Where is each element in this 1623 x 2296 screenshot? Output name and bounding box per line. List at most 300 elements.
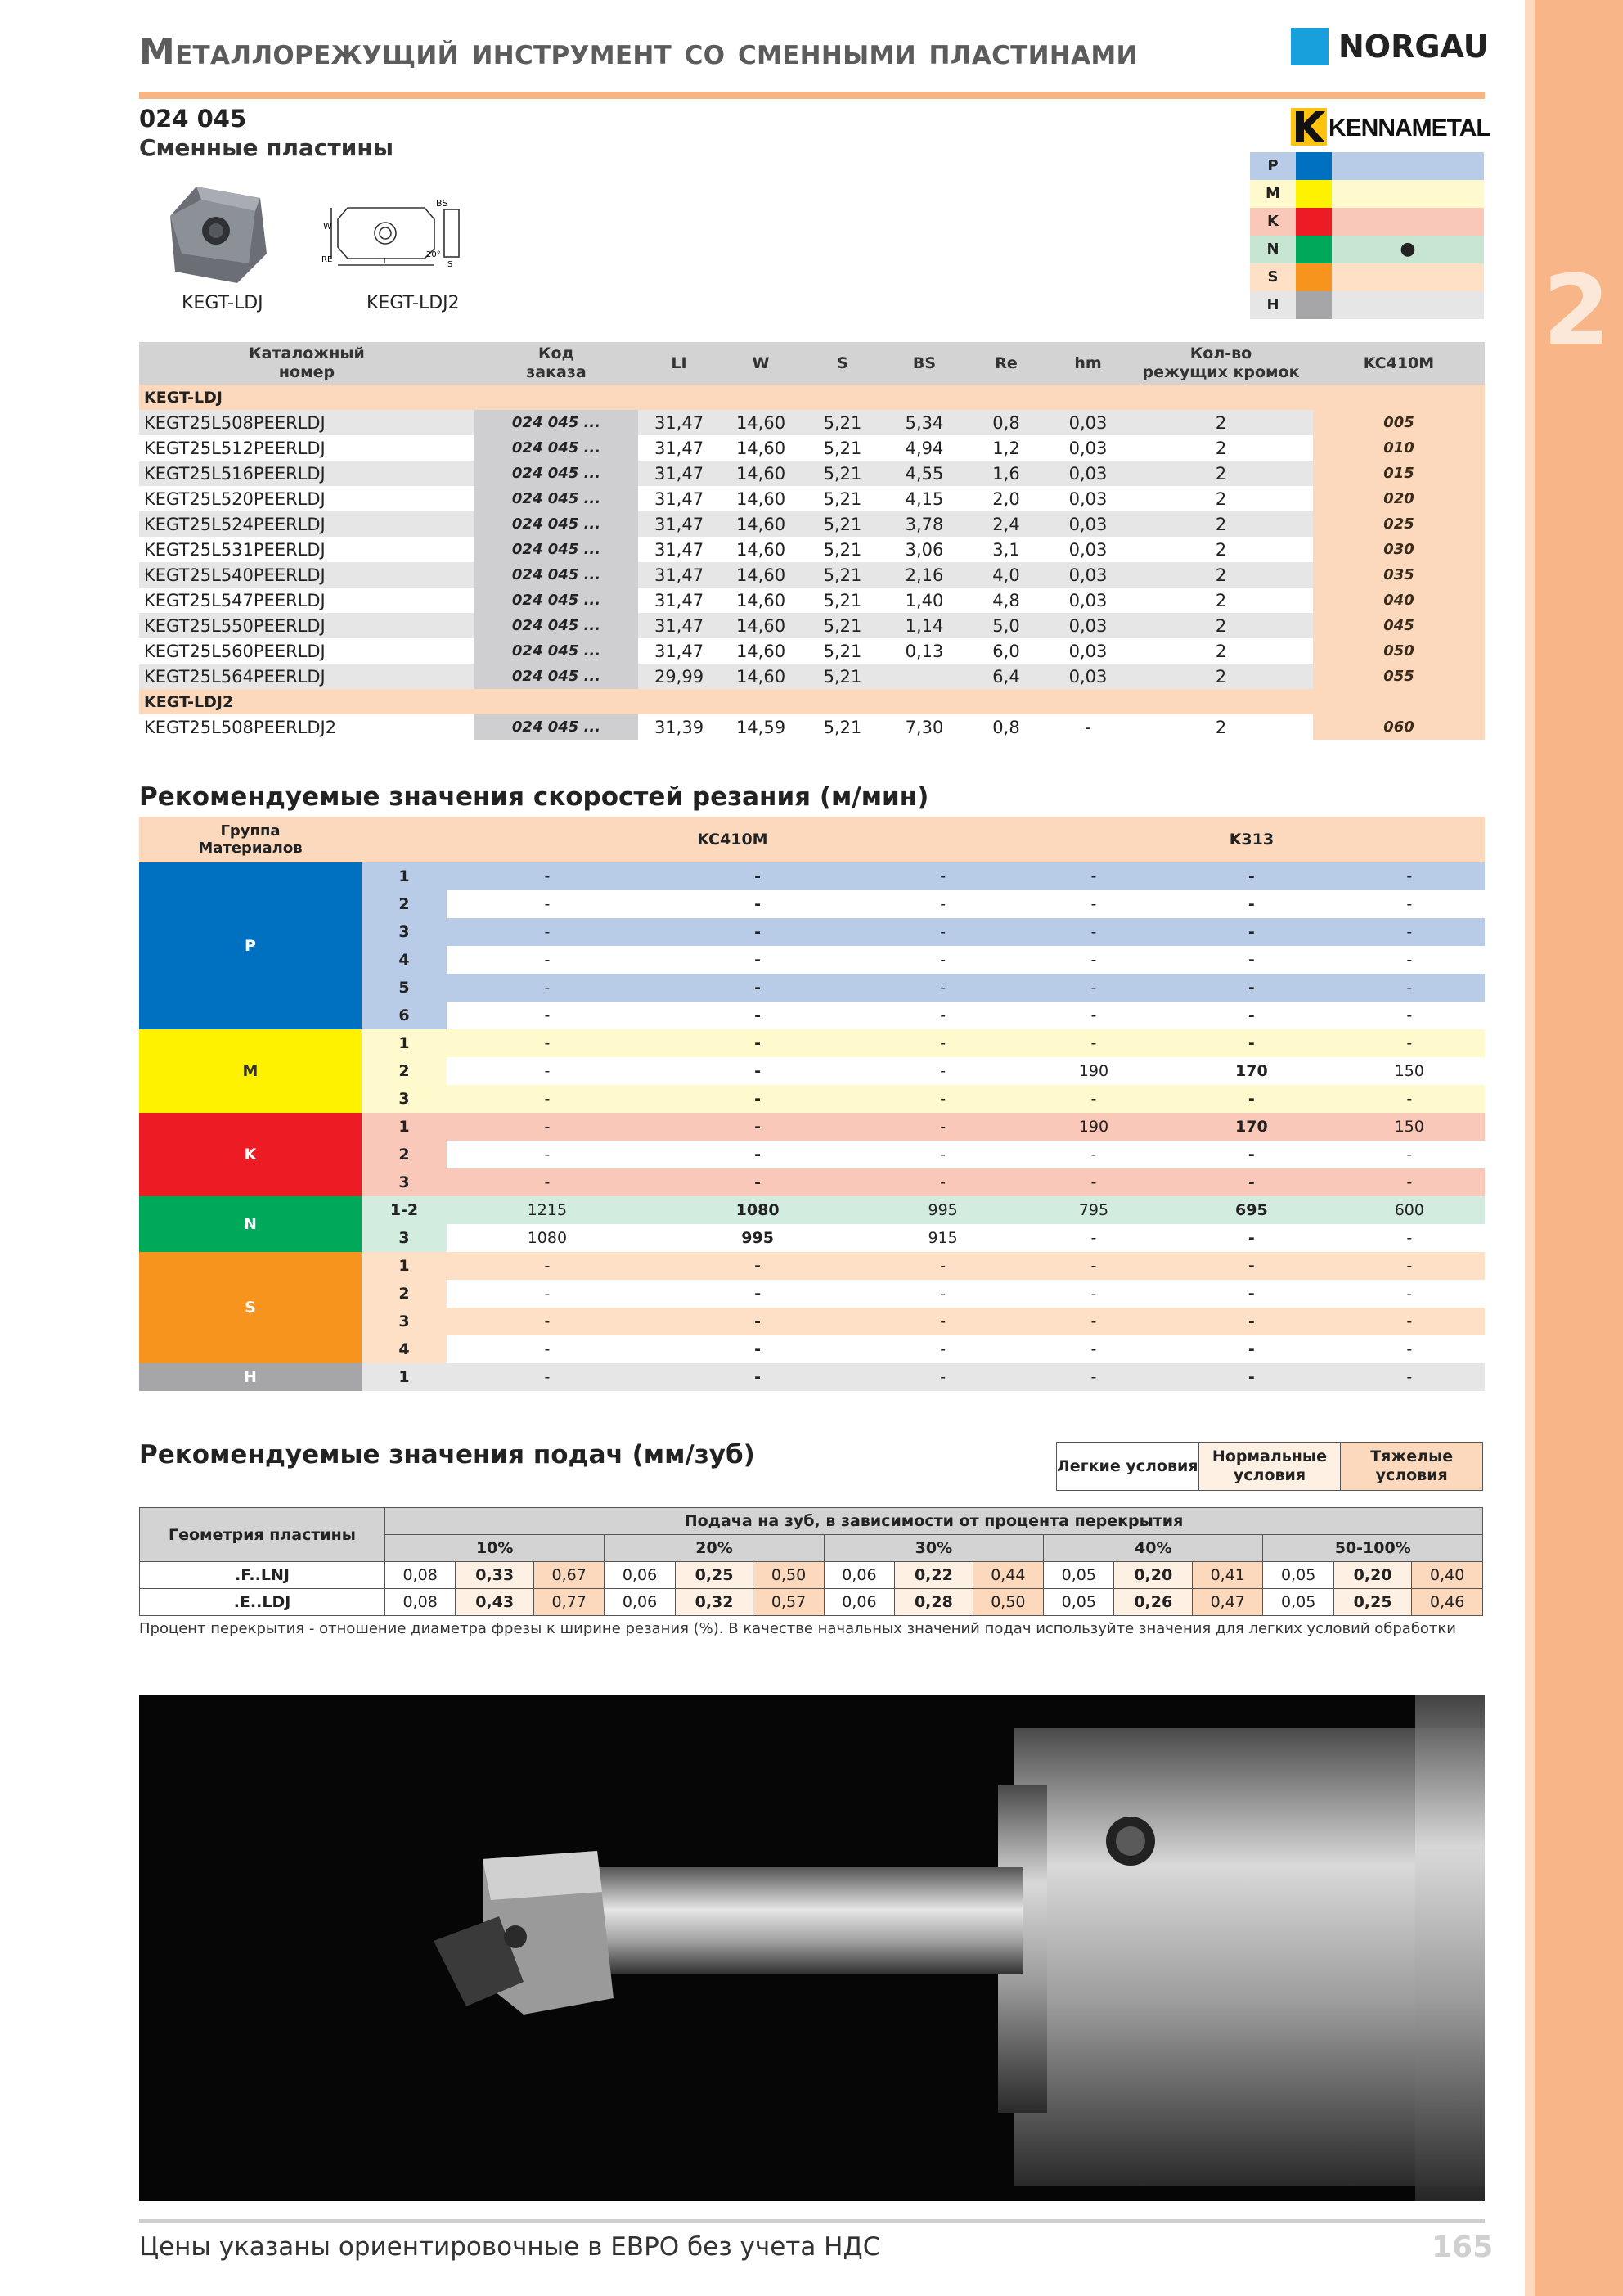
material-subgroup: 1-2 [362, 1196, 447, 1224]
speed-value: 170 [1169, 1113, 1334, 1141]
speed-value: - [1018, 1029, 1169, 1057]
product-cell: 31,39 [638, 714, 720, 740]
product-cell: KEGT25L564PEERLDJ [139, 664, 474, 689]
drawing-label-li: LI [379, 257, 386, 266]
iso-row-m [1250, 180, 1484, 208]
speed-value: - [1169, 1252, 1334, 1280]
table-row [139, 1113, 1485, 1141]
product-header: BS [883, 342, 965, 385]
condition-normal: Нормальные условия [1198, 1443, 1341, 1491]
product-cell: 024 045 ... [474, 537, 638, 562]
product-cell: KEGT25L550PEERLDJ [139, 613, 474, 638]
material-group-h: H [139, 1363, 362, 1391]
product-cell: 2 [1129, 486, 1313, 511]
product-cell: 5,21 [802, 511, 883, 537]
product-cell: 2 [1129, 664, 1313, 689]
feed-value: 0,28 [895, 1589, 973, 1616]
product-cell: 3,1 [965, 537, 1047, 562]
geometry-label: .F..LNJ [140, 1562, 385, 1589]
feed-main-header: Подача на зуб, в зависимости от процента перекрытия [385, 1508, 1483, 1535]
product-cell: 060 [1313, 714, 1485, 740]
product-cell: 015 [1313, 461, 1485, 486]
speed-value: 600 [1334, 1196, 1485, 1224]
speed-value: 915 [868, 1224, 1018, 1252]
material-group-s: S [139, 1252, 362, 1363]
product-cell: 2 [1129, 537, 1313, 562]
product-cell: 2 [1129, 511, 1313, 537]
product-cell: 14,60 [720, 435, 802, 461]
product-cell: 4,0 [965, 562, 1047, 588]
product-cell: 4,94 [883, 435, 965, 461]
speed-value: - [1334, 1308, 1485, 1335]
speed-value: - [868, 1308, 1018, 1335]
material-group-p: P [139, 862, 362, 1029]
speed-value: - [868, 1252, 1018, 1280]
iso-label: P [1250, 152, 1296, 180]
speed-value: - [447, 1113, 648, 1141]
speed-value: - [1334, 1280, 1485, 1308]
feed-value: 0,77 [533, 1589, 604, 1616]
grade-header: KC410M [447, 817, 1018, 862]
feeds-title: Рекомендуемые значения подач (мм/зуб) [139, 1440, 755, 1470]
product-cell: 31,47 [638, 537, 720, 562]
overlap-header: 10% [385, 1535, 605, 1562]
speeds-title: Рекомендуемые значения скоростей резания (м/мин) [139, 782, 929, 812]
material-subgroup: 2 [362, 1141, 447, 1168]
product-cell: 2 [1129, 638, 1313, 664]
feed-value: 0,22 [895, 1562, 973, 1589]
speed-value: 995 [868, 1196, 1018, 1224]
speed-value: - [868, 1335, 1018, 1363]
title-rule [139, 92, 1485, 99]
speed-value: - [1169, 862, 1334, 890]
speed-value: - [447, 1308, 648, 1335]
product-cell: 5,21 [802, 588, 883, 613]
table-row [139, 613, 1485, 638]
speed-value: 1080 [447, 1224, 648, 1252]
iso-applicability [1332, 208, 1484, 236]
material-subgroup: 3 [362, 918, 447, 946]
drawing-label-re: RE [321, 255, 333, 264]
material-group-m: M [139, 1029, 362, 1113]
product-cell: 045 [1313, 613, 1485, 638]
product-cell: 14,60 [720, 511, 802, 537]
iso-color-swatch [1296, 263, 1332, 291]
iso-applicability [1332, 180, 1484, 208]
speed-value: - [1169, 890, 1334, 918]
speed-value: - [447, 1363, 648, 1391]
speed-value: - [868, 918, 1018, 946]
product-cell: 035 [1313, 562, 1485, 588]
iso-label: H [1250, 291, 1296, 319]
chapter-number: 2 [1542, 254, 1611, 367]
product-cell: 6,0 [965, 638, 1047, 664]
product-group-row [139, 689, 1485, 714]
product-cell: 31,47 [638, 410, 720, 435]
speed-value: - [1018, 1252, 1169, 1280]
speed-value: 995 [648, 1224, 868, 1252]
iso-label: K [1250, 208, 1296, 236]
product-cell: 0,03 [1047, 486, 1129, 511]
insert-caption-ldj: KEGT-LDJ [182, 293, 263, 313]
product-cell: 0,8 [965, 714, 1047, 740]
feed-value: 0,25 [675, 1562, 753, 1589]
speed-value: - [1169, 1280, 1334, 1308]
product-cell: 024 045 ... [474, 613, 638, 638]
product-cell: 1,2 [965, 435, 1047, 461]
product-cell: 5,21 [802, 714, 883, 740]
group-header: Группа Материалов [139, 817, 362, 862]
conditions-legend [1056, 1442, 1483, 1491]
product-cell: 5,21 [802, 638, 883, 664]
speed-value: - [447, 918, 648, 946]
speed-value: - [868, 1168, 1018, 1196]
speed-value: - [1169, 1224, 1334, 1252]
iso-applicability [1332, 291, 1484, 319]
sub-header [362, 817, 447, 862]
product-cell: 055 [1313, 664, 1485, 689]
material-subgroup: 3 [362, 1224, 447, 1252]
product-cell: 0,03 [1047, 461, 1129, 486]
material-subgroup: 3 [362, 1085, 447, 1113]
iso-row-k [1250, 208, 1484, 236]
speed-value: - [1334, 1168, 1485, 1196]
product-cell: 5,21 [802, 461, 883, 486]
material-subgroup: 2 [362, 1280, 447, 1308]
product-cell: 5,21 [802, 486, 883, 511]
product-cell: 14,60 [720, 486, 802, 511]
product-cell: 030 [1313, 537, 1485, 562]
speed-value: - [868, 1280, 1018, 1308]
material-subgroup: 2 [362, 890, 447, 918]
product-header: Код заказа [474, 342, 638, 385]
speed-value: - [868, 1029, 1018, 1057]
product-cell: 024 045 ... [474, 410, 638, 435]
feed-value: 0,33 [456, 1562, 534, 1589]
table-row [140, 1589, 1483, 1616]
speed-value: - [868, 1002, 1018, 1029]
speed-value: - [1169, 1085, 1334, 1113]
grade-header: K313 [1018, 817, 1485, 862]
product-cell: 0,03 [1047, 511, 1129, 537]
product-cell: 6,4 [965, 664, 1047, 689]
feed-value: 0,41 [1193, 1562, 1263, 1589]
product-cell: 14,60 [720, 461, 802, 486]
speed-value: - [868, 946, 1018, 974]
feed-value: 0,06 [605, 1562, 675, 1589]
speed-value: - [648, 918, 868, 946]
feed-value: 0,67 [533, 1562, 604, 1589]
speed-value: - [1334, 974, 1485, 1002]
insert-caption-ldj2: KEGT-LDJ2 [366, 293, 460, 313]
product-cell: 010 [1313, 435, 1485, 461]
speed-value: - [1018, 918, 1169, 946]
product-header: hm [1047, 342, 1129, 385]
product-cell: 024 045 ... [474, 511, 638, 537]
speed-value: - [1334, 890, 1485, 918]
overlap-header: 30% [824, 1535, 1043, 1562]
material-subgroup: 1 [362, 1113, 447, 1141]
product-cell: 14,60 [720, 537, 802, 562]
speed-value: - [1334, 1029, 1485, 1057]
product-cell: 2 [1129, 435, 1313, 461]
product-cell: 020 [1313, 486, 1485, 511]
speed-value: 170 [1169, 1057, 1334, 1085]
table-row [139, 562, 1485, 588]
table-row [139, 1029, 1485, 1057]
speed-value: - [1334, 1141, 1485, 1168]
product-cell: KEGT25L512PEERLDJ [139, 435, 474, 461]
product-cell: 0,03 [1047, 664, 1129, 689]
product-cell: 0,03 [1047, 435, 1129, 461]
speed-value: 1080 [648, 1196, 868, 1224]
speed-value: - [1169, 1168, 1334, 1196]
feed-value: 0,05 [1044, 1589, 1114, 1616]
table-row [139, 461, 1485, 486]
product-cell: 5,21 [802, 410, 883, 435]
product-cell: 1,40 [883, 588, 965, 613]
feed-value: 0,06 [824, 1562, 894, 1589]
product-group-label: KEGT-LDJ2 [139, 689, 1485, 714]
geometry-label: .E..LDJ [140, 1589, 385, 1616]
feed-value: 0,05 [1044, 1562, 1114, 1589]
product-cell: 14,60 [720, 638, 802, 664]
speed-value: - [648, 946, 868, 974]
speed-value: - [447, 1280, 648, 1308]
feed-value: 0,40 [1412, 1562, 1483, 1589]
product-subtitle: Сменные пластины [139, 134, 394, 161]
speed-value: 190 [1018, 1113, 1169, 1141]
table-row [139, 588, 1485, 613]
speed-value: - [648, 1335, 868, 1363]
product-cell: 5,21 [802, 562, 883, 588]
overlap-header: 50-100% [1263, 1535, 1483, 1562]
product-cell: 14,60 [720, 410, 802, 435]
speed-value: - [1018, 1002, 1169, 1029]
feed-value: 0,20 [1333, 1562, 1412, 1589]
speed-value: - [1334, 946, 1485, 974]
speed-value: - [1018, 974, 1169, 1002]
feed-value: 0,20 [1114, 1562, 1193, 1589]
speed-value: - [447, 1252, 648, 1280]
table-row [139, 511, 1485, 537]
product-cell: 2,16 [883, 562, 965, 588]
speed-value: - [648, 1113, 868, 1141]
product-cell: KEGT25L524PEERLDJ [139, 511, 474, 537]
speed-value: - [447, 1029, 648, 1057]
table-row [139, 638, 1485, 664]
product-cell: 2,4 [965, 511, 1047, 537]
product-cell: 005 [1313, 410, 1485, 435]
speed-value: - [1334, 862, 1485, 890]
product-header: Кол-во режущих кромок [1129, 342, 1313, 385]
product-cell: 31,47 [638, 461, 720, 486]
speed-value: - [1169, 1363, 1334, 1391]
product-cell: 0,03 [1047, 537, 1129, 562]
product-cell: 0,03 [1047, 588, 1129, 613]
speed-value: 150 [1334, 1113, 1485, 1141]
speed-value: - [1169, 1141, 1334, 1168]
speed-value: - [648, 1363, 868, 1391]
speed-value: - [648, 890, 868, 918]
speed-value: - [447, 1335, 648, 1363]
feed-value: 0,08 [385, 1562, 456, 1589]
speed-value: - [1169, 1335, 1334, 1363]
product-cell: 0,03 [1047, 613, 1129, 638]
iso-color-swatch [1296, 291, 1332, 319]
product-table [139, 342, 1485, 740]
material-subgroup: 2 [362, 1057, 447, 1085]
speed-value: - [1018, 890, 1169, 918]
page-number: 165 [1432, 2231, 1494, 2264]
product-cell: 14,60 [720, 562, 802, 588]
speed-value: - [1169, 1002, 1334, 1029]
speed-value: - [1018, 1224, 1169, 1252]
feed-value: 0,50 [753, 1562, 824, 1589]
speed-value: - [447, 946, 648, 974]
material-subgroup: 1 [362, 1252, 447, 1280]
drawing-label-s: S [447, 260, 453, 269]
product-cell: KEGT25L531PEERLDJ [139, 537, 474, 562]
speed-value: - [1334, 1252, 1485, 1280]
feeds-header-row [140, 1508, 1483, 1535]
feed-value: 0,06 [824, 1589, 894, 1616]
speed-value: - [1334, 1363, 1485, 1391]
product-cell: 31,47 [638, 588, 720, 613]
table-row [139, 1252, 1485, 1280]
insert-photo-icon [164, 178, 275, 290]
product-cell: KEGT25L508PEERLDJ [139, 410, 474, 435]
product-cell: 2 [1129, 613, 1313, 638]
product-cell: 040 [1313, 588, 1485, 613]
kennametal-logo: KENNAMETAL [1329, 115, 1490, 142]
material-subgroup: 6 [362, 1002, 447, 1029]
product-cell: 31,47 [638, 511, 720, 537]
material-subgroup: 3 [362, 1168, 447, 1196]
page-title: Металлорежущий инструмент со сменными пластинами [139, 31, 1138, 73]
table-row [139, 537, 1485, 562]
product-cell: 024 045 ... [474, 588, 638, 613]
speed-value: - [868, 862, 1018, 890]
speed-value: - [447, 1002, 648, 1029]
speed-value: - [1169, 1029, 1334, 1057]
table-row [139, 664, 1485, 689]
product-cell: 024 045 ... [474, 664, 638, 689]
product-cell: 0,03 [1047, 638, 1129, 664]
speed-value: - [648, 1308, 868, 1335]
drawing-label-w: W [323, 221, 332, 232]
material-subgroup: 4 [362, 1335, 447, 1363]
speed-value: - [868, 1141, 1018, 1168]
product-cell: 2 [1129, 461, 1313, 486]
iso-label: S [1250, 263, 1296, 291]
feed-value: 0,47 [1193, 1589, 1263, 1616]
product-cell: KEGT25L516PEERLDJ [139, 461, 474, 486]
table-row [139, 1196, 1485, 1224]
table-row [139, 714, 1485, 740]
product-cell: 2,0 [965, 486, 1047, 511]
speed-value: - [1018, 1335, 1169, 1363]
geometry-header: Геометрия пластины [140, 1508, 385, 1562]
iso-row-h [1250, 291, 1484, 319]
product-header: W [720, 342, 802, 385]
speed-value: - [868, 1363, 1018, 1391]
speed-value: - [1018, 946, 1169, 974]
speed-value: - [868, 1057, 1018, 1085]
feed-value: 0,05 [1263, 1562, 1333, 1589]
boring-tool-image [139, 1695, 1485, 2201]
speed-value: - [1018, 1280, 1169, 1308]
feeds-note: Процент перекрытия - отношение диаметра фрезы к ширине резания (%). В качестве начальных значений подач используйте значения для легких условий обработки [139, 1620, 1456, 1637]
product-cell: 024 045 ... [474, 461, 638, 486]
speed-value: - [648, 862, 868, 890]
product-cell: 14,60 [720, 613, 802, 638]
speed-value: - [1334, 1085, 1485, 1113]
speed-value: - [1018, 1085, 1169, 1113]
product-cell: 025 [1313, 511, 1485, 537]
speed-value: - [1018, 862, 1169, 890]
product-cell: 4,55 [883, 461, 965, 486]
feed-value: 0,43 [456, 1589, 534, 1616]
product-header: Каталожный номер [139, 342, 474, 385]
speed-value: - [868, 1113, 1018, 1141]
feed-value: 0,06 [605, 1589, 675, 1616]
material-subgroup: 5 [362, 974, 447, 1002]
product-cell: 5,21 [802, 664, 883, 689]
iso-applicability [1332, 152, 1484, 180]
product-cell: 2 [1129, 562, 1313, 588]
product-cell: KEGT25L560PEERLDJ [139, 638, 474, 664]
speed-value: - [1334, 1002, 1485, 1029]
product-cell: 14,59 [720, 714, 802, 740]
iso-label: M [1250, 180, 1296, 208]
product-cell: 29,99 [638, 664, 720, 689]
speed-value: - [447, 1085, 648, 1113]
product-cell: 31,47 [638, 562, 720, 588]
material-subgroup: 1 [362, 1363, 447, 1391]
speed-value: - [1018, 1363, 1169, 1391]
speed-value: - [648, 1252, 868, 1280]
feed-value: 0,05 [1263, 1589, 1333, 1616]
product-cell: 0,13 [883, 638, 965, 664]
speed-value: 1215 [447, 1196, 648, 1224]
product-cell: KEGT25L547PEERLDJ [139, 588, 474, 613]
product-cell: 5,21 [802, 613, 883, 638]
feed-value: 0,26 [1114, 1589, 1193, 1616]
product-cell: 31,47 [638, 486, 720, 511]
speed-value: - [648, 1280, 868, 1308]
product-cell: KEGT25L540PEERLDJ [139, 562, 474, 588]
feeds-table [139, 1507, 1483, 1616]
drawing-label-angle: 20° [426, 250, 441, 259]
product-cell: 7,30 [883, 714, 965, 740]
product-cell: 14,60 [720, 664, 802, 689]
speed-value: - [648, 1057, 868, 1085]
product-cell: 1,6 [965, 461, 1047, 486]
iso-row-n [1250, 236, 1484, 263]
product-cell: 3,06 [883, 537, 965, 562]
product-code: 024 045 [139, 105, 247, 133]
speed-value: - [447, 862, 648, 890]
speed-value: - [1018, 1141, 1169, 1168]
product-cell: 024 045 ... [474, 714, 638, 740]
insert-drawing-icon [321, 196, 501, 270]
product-cell: 4,8 [965, 588, 1047, 613]
material-group-k: K [139, 1113, 362, 1196]
product-cell: 2 [1129, 588, 1313, 613]
table-row [139, 1363, 1485, 1391]
tool-photo [139, 1695, 1485, 2201]
